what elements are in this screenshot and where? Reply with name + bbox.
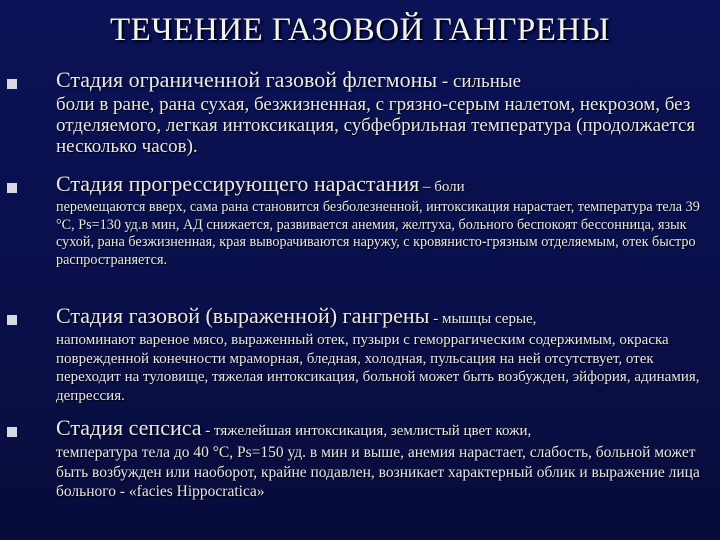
stage-description: температура тела до 40 °С, Ps=150 уд. в мин и выше, анемия нарастает, слабость, больной может быть возбужден или наоборот, крайне подавлен, возникает характерный облик и выражение лица больного - «facies Hippocratica» [56, 444, 700, 500]
square-bullet-icon [7, 427, 17, 437]
stage-heading-row [56, 68, 710, 94]
list-item-stage-1 [56, 68, 710, 157]
stage-heading-tail: - тяжелейшая интоксикация, землистый цвет кожи, [201, 423, 532, 439]
stage-description: перемещаются вверх, сама рана становится безболезненной, интоксикация нарастает, температура тела 39 °С, Ps=130 уд.в мин, АД снижается, развивается анемия, желтуха, больного беспокоят бессонница, язык сухой, рана безжизненная, края выворачиваются наружу, с кровянисто-грязным отделяемым, отек быстро распространяется. [56, 199, 700, 268]
list-item-stage-4 [56, 416, 710, 502]
stage-heading-row [56, 172, 710, 199]
stage-heading: Стадия газовой (выраженной) гангрены [56, 303, 430, 328]
stage-heading-row [56, 304, 710, 331]
stage-heading-tail: - сильные [437, 71, 522, 92]
square-bullet-icon [7, 315, 17, 325]
list-item-stage-2 [56, 172, 710, 269]
stage-heading: Стадия прогрессирующего нарастания [56, 171, 420, 196]
stage-description: боли в ране, рана сухая, безжизненная, с грязно-серым налетом, некрозом, без отделяемого, легкая интоксикация, субфебрильная температура (продолжается несколько часов). [56, 94, 696, 157]
list-item-stage-3 [56, 304, 710, 405]
square-bullet-icon [7, 183, 17, 193]
stage-heading-tail: – боли [419, 179, 465, 195]
stage-heading-tail: - мышцы серые, [429, 311, 537, 327]
square-bullet-icon [7, 79, 17, 89]
stage-heading: Стадия ограниченной газовой флегмоны [56, 67, 438, 92]
stage-heading-row [56, 416, 710, 443]
slide-title: ТЕЧЕНИЕ ГАЗОВОЙ ГАНГРЕНЫ [109, 12, 611, 48]
stage-description: напоминают вареное мясо, выраженный отек, пузыри с геморрагическим содержимым, окраска поврежденной конечности мраморная, бледная, холодная, пульсация на ней отсутствует, отек переходит на туловище, тяжелая интоксикация, больной может быть возбужден, эйфория, адинамия, депрессия. [56, 332, 700, 404]
stage-heading: Стадия сепсиса [56, 415, 202, 440]
